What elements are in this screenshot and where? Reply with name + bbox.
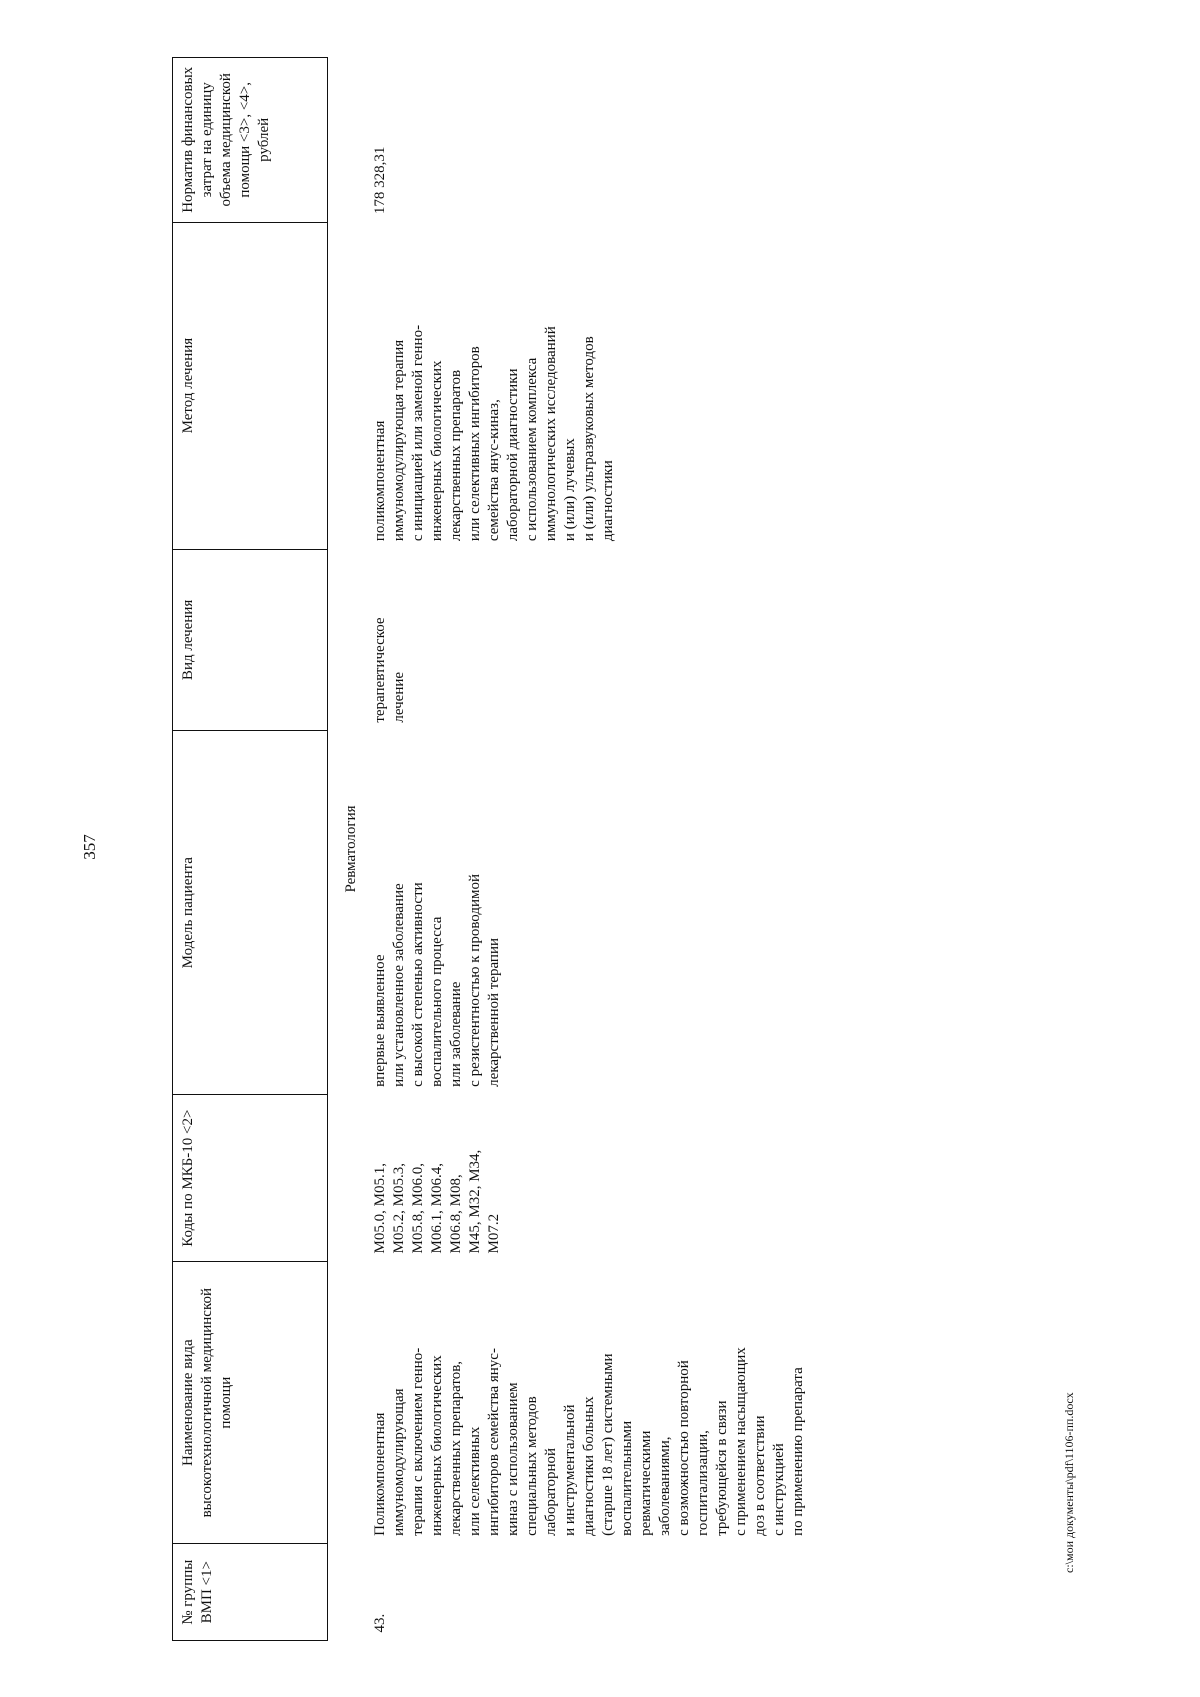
- header-type: Вид лечения: [173, 549, 328, 731]
- cell-method: поликомпонентная иммуномодулирующая терапия с инициацией или заменой генно- инженерных биологических лекарственных препаратов или селективных ингибиторов семейства янус-киназ, лабораторной диагностики с использованием комплекса иммунологических исследований и (или) лучевых и (или) ультразвуковых методов диагностики: [372, 324, 616, 542]
- header-codes: Коды по МКБ-10 <2>: [173, 1095, 328, 1262]
- cell-type: терапевтическое лечение: [372, 617, 407, 723]
- footer-path: c:\мои документы\pdf\1106-пп.docx: [1062, 1392, 1076, 1573]
- header-norm: Норматив финансовых затрат на единицу объема медицинской помощи <3>, <4>, рублей: [173, 58, 328, 223]
- cell-norm: 178 328,31: [372, 146, 388, 215]
- cell-codes: M05.0, M05.1, M05.2, M05.3, M05.8, M06.0, M06.1, M06.4, M06.8, M08, M45, M32, M34, M07.2: [372, 1149, 502, 1254]
- header-model: Модель пациента: [173, 731, 328, 1095]
- section-title: Ревматология: [343, 805, 359, 893]
- cell-name: Поликомпонентная иммуномодулирующая терапия с включением генно- инженерных биологических лекарственных препаратов, или селективных ингибиторов семейства янус- киназ с использованием специальных методов лабораторной и инструментальной диагностики больных (старше 18 лет) системными воспалительными ревматическими заболеваниями, с возможностью повторной госпитализации, требующейся в связи с применением насыщающих доз в соответствии с инструкцией по применению препарата: [372, 1347, 806, 1536]
- header-group-no: № группы ВМП <1>: [173, 1544, 328, 1641]
- section-row: [328, 58, 368, 1641]
- page-number: 357: [80, 834, 99, 860]
- cell-group-no: 43.: [372, 1613, 388, 1633]
- table-row: [367, 58, 812, 1641]
- header-name: Наименование вида высокотехнологичной медицинской помощи: [173, 1261, 328, 1543]
- header-method: Метод лечения: [173, 222, 328, 549]
- table-header-row: [173, 58, 328, 1641]
- vmp-table: [172, 57, 812, 1641]
- cell-model: впервые выявленное или установленное заболевание с высокой степенью активности воспалительного процесса или заболевание с резистентностью к проводимой лекарственной терапии: [372, 873, 502, 1087]
